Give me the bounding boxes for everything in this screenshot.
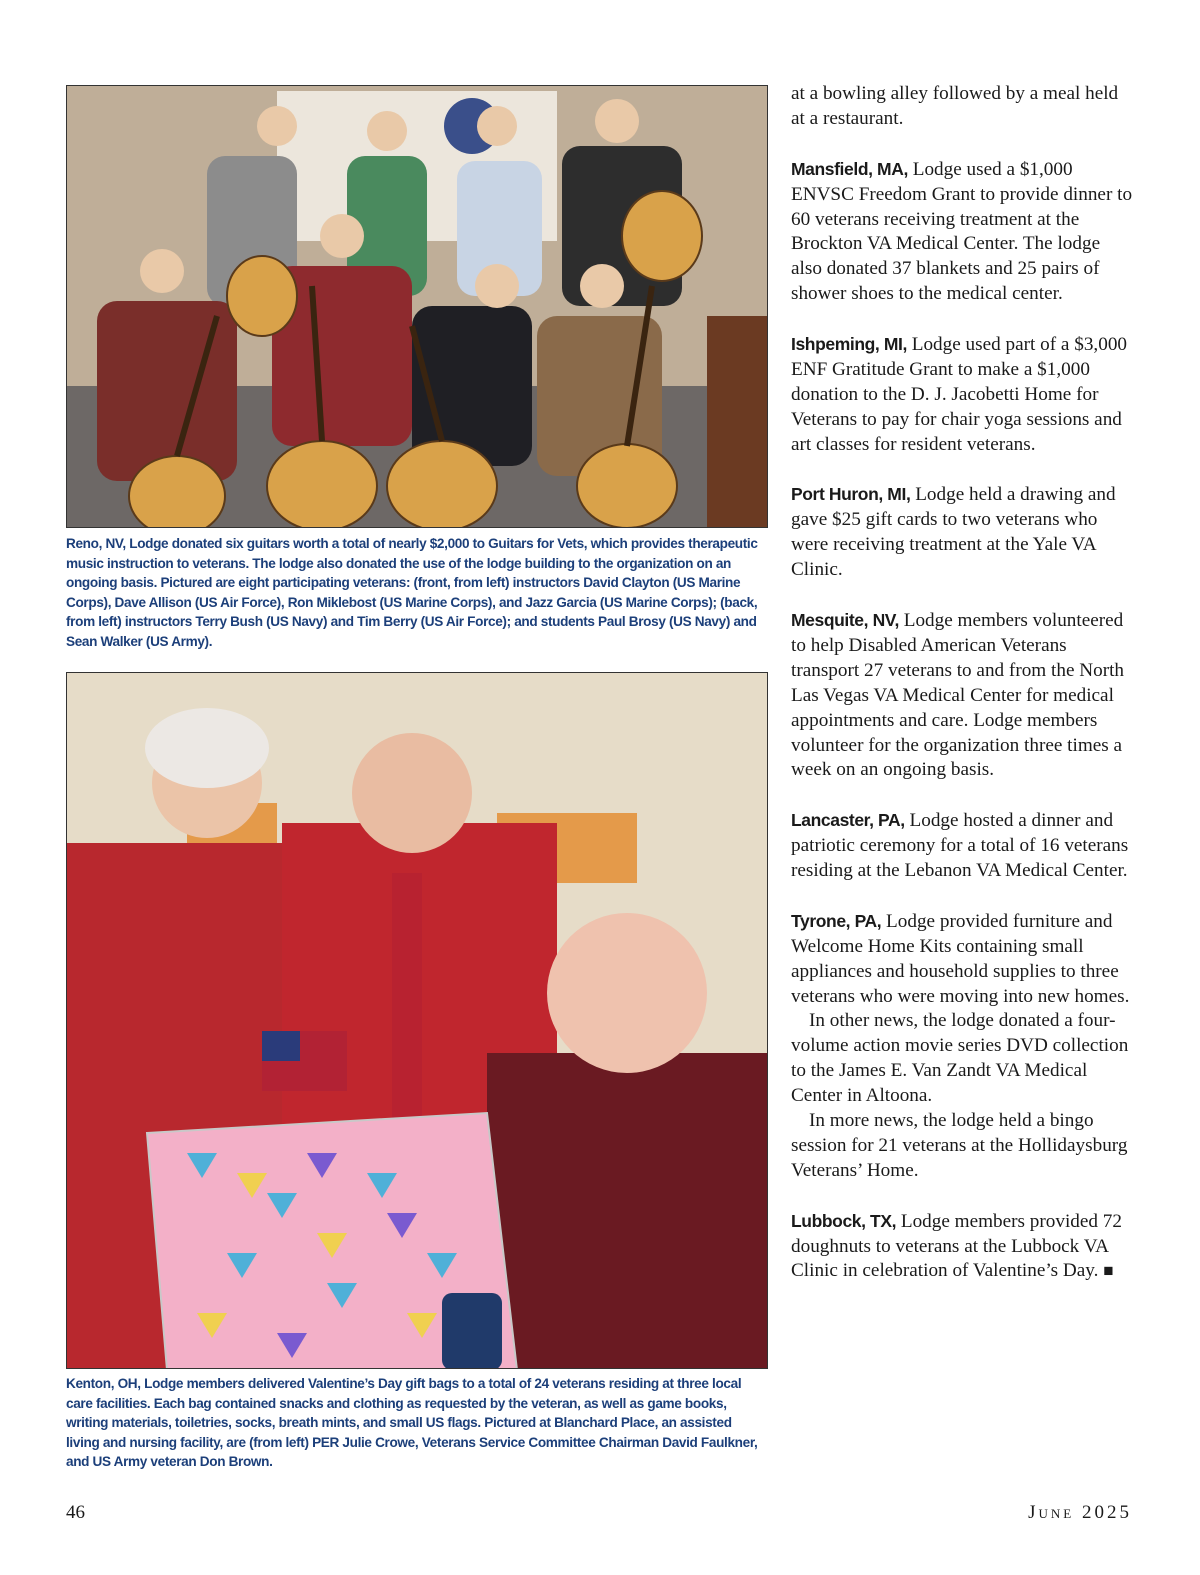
entry-text: Lodge members volunteered to help Disabled American Veterans transport 27 veterans to and from the North Las Vegas VA Medical Center for medical appointments and care. Lodge members volunteer for the organization three times a week on an ongoing basis. <box>791 609 1125 781</box>
entry-text: Lodge members provided 72 doughnuts to veterans at the Lubbock VA Clinic in celebration of Valentine’s Day. <box>791 1210 1122 1282</box>
entry-tyrone-more-2: In more news, the lodge held a bingo session for 21 veterans at the Hollidaysburg Veterans’ Home. <box>791 1110 1128 1181</box>
entry-text: Lodge hosted a dinner and patriotic ceremony for a total of 16 veterans residing at the Lebanon VA Medical Center. <box>791 810 1129 882</box>
page-number: 46 <box>66 1502 85 1523</box>
entry-mansfield <box>791 157 1133 307</box>
kenton-valentines-photo <box>66 672 768 1369</box>
entry-ishpeming <box>791 332 1133 458</box>
entry-tyrone <box>791 909 1133 1010</box>
end-mark-icon: ■ <box>1103 1261 1114 1281</box>
entry-lead: Lancaster, PA, <box>791 810 905 831</box>
entry-lead: Tyrone, PA, <box>791 910 882 931</box>
reno-photo-illustration <box>67 86 768 528</box>
entry-text: Lodge provided furniture and Welcome Home Kits containing small appliances and household supplies to three veterans who were moving into new homes. <box>791 910 1130 1007</box>
entry-text: Lodge used part of a $3,000 ENF Gratitude Grant to make a $1,000 donation to the D. J. Jacobetti Home for Veterans to pay for chair yoga sessions and art classes for resident veterans. <box>791 334 1128 455</box>
kenton-caption <box>66 1374 766 1472</box>
entry-text: Lodge held a drawing and gave $25 gift cards to two veterans who were receiving treatment at the Yale VA Clinic. <box>791 484 1116 581</box>
reno-guitars-photo <box>66 85 768 528</box>
entry-lubbock <box>791 1209 1133 1285</box>
reno-caption-text: Lodge donated six guitars worth a total of nearly $2,000 to Guitars for Vets, which provides therapeutic music instruction to veterans. The lodge also donated the use of the lodge building to the organization on an ongoing basis. Pictured are eight participating veterans: (front, from left) instructors David Clayton (US Marine Corps), Dave Allison (US Air Force), Ron Miklebost (US Marine Corps), and Jazz Garcia (US Marine Corps); (back, from left) instructors Terry Bush (US Navy) and Tim Berry (US Air Force); and students Paul Brosy (US Navy) and Sean Walker (US Army). <box>66 536 758 649</box>
entry-tyrone-more-1: In other news, the lodge donated a four-volume action movie series DVD collection to the James E. Van Zandt VA Medical Center in Altoona. <box>791 1010 1129 1107</box>
kenton-photo-illustration <box>67 673 768 1369</box>
entry-mesquite <box>791 608 1133 783</box>
entry-lead: Mesquite, NV, <box>791 609 899 630</box>
reno-caption <box>66 534 766 651</box>
entry-lead: Ishpeming, MI, <box>791 334 907 355</box>
kenton-caption-lead: Kenton, OH, <box>66 1376 141 1391</box>
entry-lead: Mansfield, MA, <box>791 158 908 179</box>
reno-caption-lead: Reno, NV, <box>66 536 126 551</box>
entry-lead: Lubbock, TX, <box>791 1210 897 1231</box>
entry-lead: Port Huron, MI, <box>791 484 911 505</box>
kenton-caption-text: Lodge members delivered Valentine’s Day gift bags to a total of 24 veterans residing at three local care facilities. Each bag contained snacks and clothing as requested by the veteran, as well as game books, writing materials, toiletries, socks, breath mints, and small US flags. Pictured at Blanchard Place, an assisted living and nursing facility, are (from left) PER Julie Crowe, Veterans Service Committee Chairman David Faulkner, and US Army veteran Don Brown. <box>66 1376 758 1469</box>
entry-port-huron <box>791 482 1133 583</box>
entry-lancaster <box>791 808 1133 884</box>
article-column <box>791 82 1133 1309</box>
issue-date: June 2025 <box>1028 1502 1132 1523</box>
entry-text: Lodge used a $1,000 ENVSC Freedom Grant to provide dinner to 60 veterans receiving treatment at the Brockton VA Medical Center. The lodge also donated 37 blankets and 25 pairs of shower shoes to the medical center. <box>791 158 1133 305</box>
column-intro: at a bowling alley followed by a meal held at a restaurant. <box>791 83 1119 129</box>
